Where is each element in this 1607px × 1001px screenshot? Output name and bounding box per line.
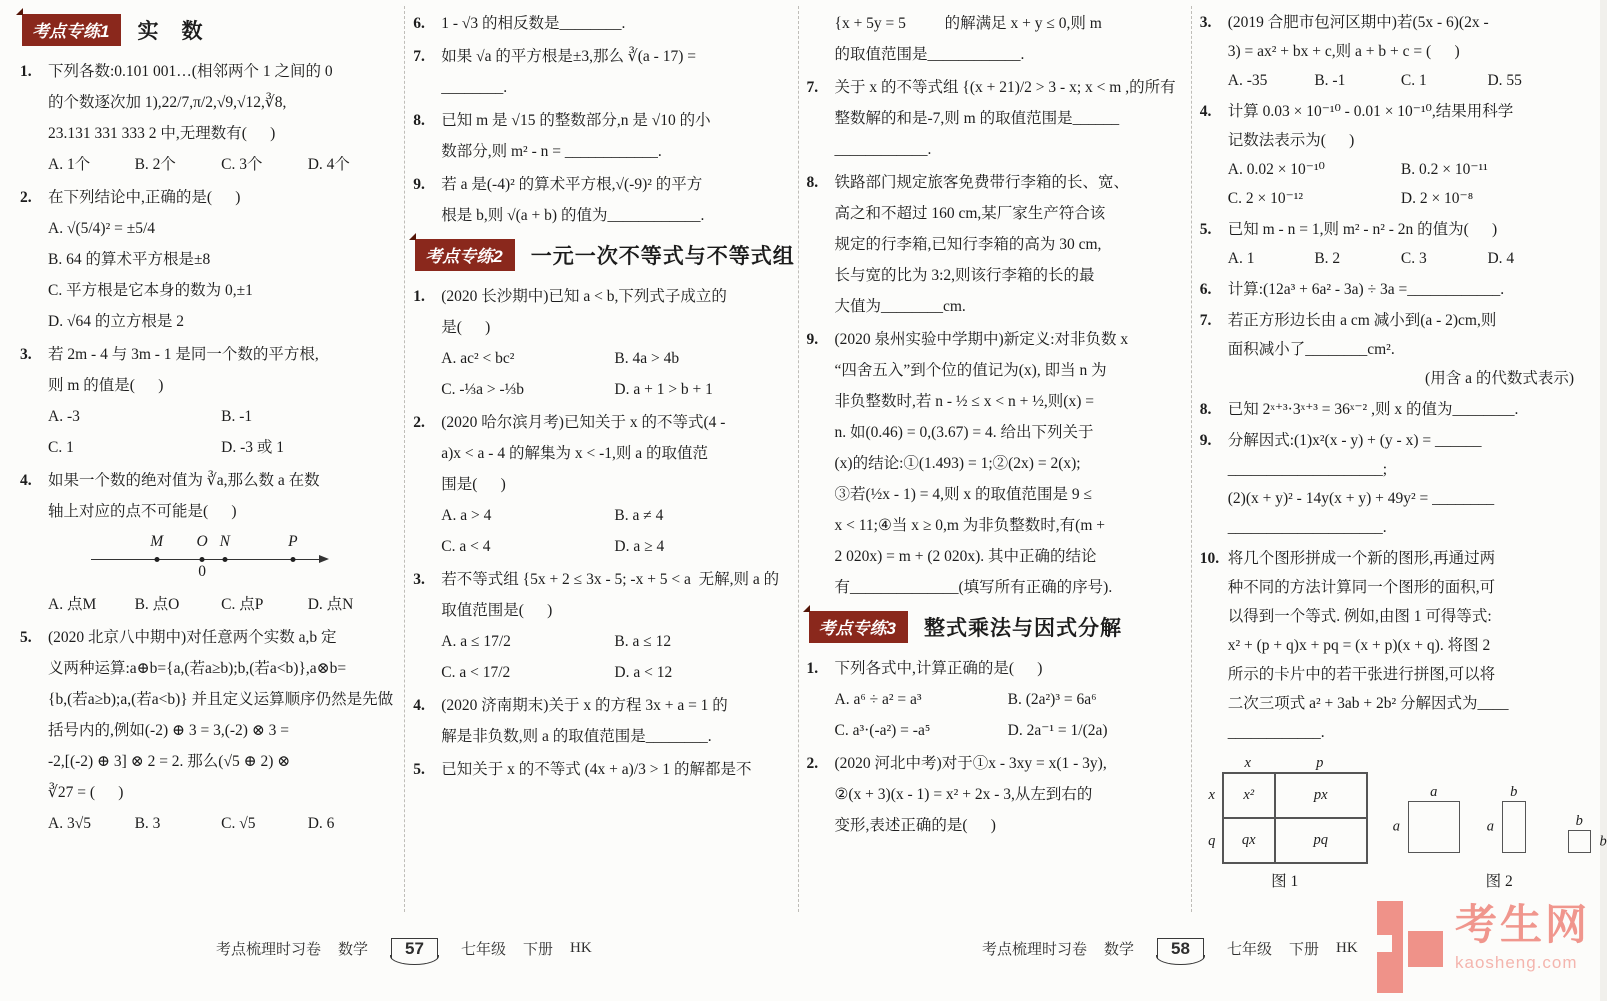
problem-line: (2020 哈尔滨月考)已知关于 x 的不等式(4 - xyxy=(441,414,726,431)
option-row xyxy=(441,531,787,562)
problem-line: (x)的结论:①(1.493) = 1;②(2x) = 2(x); xyxy=(834,455,1081,472)
problem xyxy=(1200,426,1574,542)
problem-number: 3. xyxy=(413,571,425,588)
problem xyxy=(413,105,787,167)
problem-line: 所示的卡片中的若干张进行拼图,可以将 xyxy=(1227,666,1496,683)
card-shape xyxy=(1568,812,1607,858)
section-title: 一元一次不等式与不等式组 xyxy=(530,245,795,268)
problem-line: 23.131 331 333 2 中,无理数有( ) xyxy=(48,125,276,142)
problem-number: 9. xyxy=(413,176,425,193)
problem-line: x < 11;④当 x ≥ 0,m 为非负整数时,有(m + xyxy=(834,517,1106,534)
problem-line: 有______________(填写所有正确的序号). xyxy=(834,579,1113,596)
option-row xyxy=(441,657,787,688)
option: B. 0.2 × 10⁻¹¹ xyxy=(1400,161,1488,178)
problem-line: 则 m 的值是( ) xyxy=(48,377,164,394)
problem-line: (2020 泉州实验中学期中)新定义:对非负数 x xyxy=(834,331,1129,348)
problem-line: 长与宽的比为 3:2,则该行李箱的长的最 xyxy=(834,267,1095,284)
problem-line: (2020 北京八中期中)对任意两个实数 a,b 定 xyxy=(48,629,337,646)
problem-number: 6. xyxy=(413,15,425,32)
problem-line: D. √64 的立方根是 2 xyxy=(48,313,184,330)
problem-line: 在下列结论中,正确的是( ) xyxy=(48,189,241,206)
watermark-text xyxy=(1455,901,1590,993)
figure2-shapes xyxy=(1392,783,1607,864)
figure1-grid xyxy=(1222,772,1368,864)
problem-line: 分解因式:(1)x²(x - y) + (y - x) = ______ xyxy=(1227,432,1482,449)
option: B. -1 xyxy=(1314,72,1346,89)
problem-line: B. 64 的算术平方根是±8 xyxy=(48,251,211,268)
problem xyxy=(20,465,394,527)
problem-line: 1 - √3 的相反数是________. xyxy=(441,15,626,32)
section-title: 整式乘法与因式分解 xyxy=(923,617,1122,640)
problem-line: 2 020x) = m + (2 020x). 其中正确的结论 xyxy=(834,548,1097,565)
option-row xyxy=(48,808,394,839)
figure1-cell: x² xyxy=(1223,773,1275,818)
option: B. -1 xyxy=(221,408,253,425)
option: D. 2a⁻¹ = 1/(2a) xyxy=(1007,722,1108,739)
problem-line: 已知 2ˣ⁺³·3ˣ⁺³ = 36ˣ⁻² ,则 x 的值为________. xyxy=(1227,401,1519,418)
problem xyxy=(1200,275,1574,304)
problem-line: 计算 0.03 × 10⁻¹⁰ - 0.01 × 10⁻¹⁰,结果用科学 xyxy=(1227,103,1514,120)
option-row xyxy=(48,589,394,620)
option: C. 3 xyxy=(1400,250,1427,267)
problem xyxy=(413,690,787,752)
problem-number: 7. xyxy=(806,79,819,96)
option: D. 点N xyxy=(307,596,354,613)
option: B. 点O xyxy=(134,596,180,613)
option: C. 1 xyxy=(48,439,74,456)
shape-box xyxy=(1502,801,1526,853)
problem-number: 4. xyxy=(20,472,32,489)
shape-box xyxy=(1408,801,1460,853)
problem-line: (2019 合肥市包河区期中)若(5x - 6)(2x - xyxy=(1227,14,1489,31)
option: D. 4 xyxy=(1487,250,1515,267)
problem xyxy=(413,41,787,103)
section-title: 实 数 xyxy=(137,20,204,43)
kaosheng-logo-icon xyxy=(1377,901,1443,993)
problem-line: (用含 a 的代数式表示) xyxy=(1425,370,1574,387)
shape-box-wrap xyxy=(1568,830,1607,853)
problem xyxy=(807,324,1181,603)
footer-edition: HK xyxy=(569,940,592,956)
option-row xyxy=(1228,155,1574,184)
section-badge: 考点专练3 xyxy=(809,611,908,643)
section-header xyxy=(809,611,1181,643)
option: C. a < 17/2 xyxy=(441,664,511,681)
problem-number: 5. xyxy=(413,761,425,778)
problem-line: 大值为________cm. xyxy=(834,298,966,315)
problem-line: 根是 b,则 √(a + b) 的值为____________. xyxy=(441,207,705,224)
option: A. 1个 xyxy=(48,156,91,173)
page-number-right: 58 xyxy=(1157,938,1204,959)
problem-number: 4. xyxy=(413,697,425,714)
option: C. a³·(-a²) = -a⁵ xyxy=(834,722,931,739)
figure1-cell: qx xyxy=(1223,818,1275,863)
problem-number: 6. xyxy=(1199,281,1212,298)
option-row xyxy=(441,500,787,531)
option: C. 3个 xyxy=(221,156,263,173)
page-number-left: 57 xyxy=(391,938,438,959)
problem-line: ________. xyxy=(441,79,508,96)
problem-line: (2020 河北中考)对于①x - 3xy = x(1 - 3y), xyxy=(834,755,1107,772)
problem-line: (2)(x + y)² - 14y(x + y) + 49y² = ________ xyxy=(1227,490,1495,507)
figure1-cell: pq xyxy=(1275,818,1367,863)
option-row xyxy=(1228,184,1574,213)
problem-line: 整数解的和是-7,则 m 的取值范围是______ xyxy=(834,110,1120,127)
option: A. a > 4 xyxy=(441,507,492,524)
problem xyxy=(807,748,1181,841)
problem-line: ____________________. xyxy=(1227,519,1387,536)
problem-line: 下列各式中,计算正确的是( ) xyxy=(834,660,1043,677)
option: A. a ≤ 17/2 xyxy=(441,633,511,650)
origin-label: 0 xyxy=(198,563,206,580)
section-badge: 考点专练1 xyxy=(22,14,121,46)
figure1-top-labels xyxy=(1222,755,1368,772)
option-row xyxy=(1228,244,1574,273)
watermark xyxy=(1377,901,1590,993)
shape-box-wrap xyxy=(1392,801,1460,853)
footer-volume: 下册 xyxy=(522,942,553,958)
watermark-domain: kaosheng.com xyxy=(1454,953,1578,972)
problem xyxy=(807,653,1181,746)
option-row xyxy=(48,432,394,463)
shape-top-label: b xyxy=(1575,813,1583,829)
figure1-top-label: x xyxy=(1244,755,1251,771)
option: D. a < 12 xyxy=(614,664,673,681)
option: A. 0.02 × 10⁻¹⁰ xyxy=(1227,161,1325,178)
problem-number: 1. xyxy=(20,63,32,80)
problem-number: 1. xyxy=(806,660,819,677)
footer-subject: 数学 xyxy=(1104,942,1135,958)
problem xyxy=(20,622,394,839)
problem-line: 二次三项式 a² + 3ab + 2b² 分解因式为____ xyxy=(1227,695,1509,712)
column-1 xyxy=(12,6,404,912)
problem-number: 5. xyxy=(1199,221,1212,238)
shape-side-label: a xyxy=(1392,818,1400,835)
figure1-top-label: p xyxy=(1316,755,1324,771)
problem-line: C. 平方根是它本身的数为 0,±1 xyxy=(48,282,253,299)
problem-line: x² + (p + q)x + pq = (x + p)(x + q). 将图 2 xyxy=(1227,637,1491,654)
problem-line: ②(x + 3)(x - 1) = x² + 2x - 3,从左到右的 xyxy=(834,786,1093,803)
problem-line: 非负整数时,若 n - ½ ≤ x < n + ½,则(x) = xyxy=(834,393,1094,410)
figure1-caption: 图 1 xyxy=(1271,873,1299,890)
footer-subject: 数学 xyxy=(338,942,369,958)
problem xyxy=(1200,97,1574,213)
option: A. a⁶ ÷ a² = a³ xyxy=(834,691,922,708)
figure1-left-label: x xyxy=(1208,786,1215,803)
point-dot xyxy=(200,557,205,562)
problem-line: 括号内的,例如(-2) ⊕ 3 = 3,(-2) ⊗ 3 = xyxy=(48,722,290,739)
figure-2 xyxy=(1392,783,1607,891)
option: D. -3 或 1 xyxy=(221,439,284,456)
figure1-cell: px xyxy=(1275,773,1367,818)
problem xyxy=(1200,395,1574,424)
problem-line: 轴上对应的点不可能是( ) xyxy=(48,503,237,520)
footer-volume: 下册 xyxy=(1288,942,1319,958)
figure-1 xyxy=(1202,755,1368,891)
option: C. 2 × 10⁻¹² xyxy=(1227,190,1304,207)
option-row xyxy=(48,149,394,180)
option: C. a < 4 xyxy=(441,538,491,555)
problem-number: 2. xyxy=(20,189,32,206)
number-line xyxy=(81,529,333,585)
problem-line: 面积减小了________cm². xyxy=(1227,341,1395,358)
option-row xyxy=(441,374,787,405)
footer-left xyxy=(216,938,592,959)
shape-top-label: b xyxy=(1510,784,1518,800)
problem-line: 关于 x 的不等式组 {(x + 21)/2 > 3 - x; x < m ,的所有 xyxy=(834,79,1176,96)
problem-line: 取值范围是( ) xyxy=(441,602,553,619)
shape-box-wrap xyxy=(1486,801,1526,853)
problem-number: 8. xyxy=(806,174,819,191)
problem-line: ____________. xyxy=(834,141,932,158)
problem xyxy=(413,281,787,405)
problem-line: 如果 √a 的平方根是±3,那么 ∛(a - 17) = xyxy=(441,48,697,65)
option: A. -3 xyxy=(48,408,80,425)
point-label: P xyxy=(288,533,298,550)
problem-line: 3) = ax² + bx + c,则 a + b + c = ( ) xyxy=(1227,43,1460,60)
problem-line: 解是非负数,则 a 的取值范围是________. xyxy=(441,728,712,745)
option: C. √5 xyxy=(221,815,256,832)
option-row xyxy=(835,684,1181,715)
section-header xyxy=(22,14,394,46)
option: A. 3√5 xyxy=(48,815,91,832)
problem xyxy=(20,182,394,337)
problem xyxy=(413,169,787,231)
column-2 xyxy=(404,6,797,912)
problem-number: 7. xyxy=(1199,312,1212,329)
problem-number: 3. xyxy=(20,346,32,363)
problem-number: 8. xyxy=(1199,401,1212,418)
problem-line: 铁路部门规定旅客免费带行李箱的长、宽、 xyxy=(834,174,1130,191)
problem xyxy=(1200,306,1574,393)
footer-edition: HK xyxy=(1335,940,1358,956)
problem-line: 下列各数:0.101 001…(相邻两个 1 之间的 0 xyxy=(48,63,333,80)
point-label: M xyxy=(150,533,164,550)
option-row xyxy=(48,401,394,432)
problem-line: ____________. xyxy=(1227,724,1325,741)
option: D. 55 xyxy=(1487,72,1522,89)
problem-line: 的取值范围是____________. xyxy=(834,46,1025,63)
option: B. a ≠ 4 xyxy=(614,507,664,524)
problem-line: 规定的行李箱,已知行李箱的高为 30 cm, xyxy=(834,236,1102,253)
option-row xyxy=(1228,66,1574,95)
section-badge: 考点专练2 xyxy=(415,239,514,271)
problem-line: 种不同的方法计算同一个图形的面积,可 xyxy=(1227,579,1496,596)
problem xyxy=(413,754,787,785)
figure1-left-labels xyxy=(1202,772,1222,864)
problem-line: (2020 长沙期中)已知 a < b,下列式子成立的 xyxy=(441,288,727,305)
option: C. -⅓a > -⅓b xyxy=(441,381,525,398)
problem-line: 若正方形边长由 a cm 减小到(a - 2)cm,则 xyxy=(1227,312,1497,329)
footer-grade: 七年级 xyxy=(460,942,506,958)
option: B. a ≤ 12 xyxy=(614,633,672,650)
problem-line: 如果一个数的绝对值为 ∛a,那么数 a 在数 xyxy=(48,472,320,489)
problem-line: 的个数逐次加 1),22/7,π/2,√9,√12,∛8, xyxy=(48,94,287,111)
section-header xyxy=(415,239,795,271)
option: D. 2 × 10⁻⁸ xyxy=(1400,190,1474,207)
problem-line: 将几个图形拼成一个新的图形,再通过两 xyxy=(1227,550,1496,567)
card-shape xyxy=(1486,783,1526,858)
option: A. 1 xyxy=(1227,250,1255,267)
problem-line: 数部分,则 m² - n = ____________. xyxy=(441,143,662,160)
problem xyxy=(20,589,394,620)
problem-line: 计算:(12a³ + 6a² - 3a) ÷ 3a =____________. xyxy=(1227,281,1505,298)
option: A. ac² < bc² xyxy=(441,350,515,367)
problem-line: {x + 5y = 5 的解满足 x + y ≤ 0,则 m xyxy=(834,15,1102,32)
problem-line: A. √(5/4)² = ±5/4 xyxy=(48,220,156,237)
problem xyxy=(20,339,394,463)
problem-line: {b,(若a≥b);a,(若a<b)} 并且定义运算顺序仍然是先做 xyxy=(48,691,394,708)
figure1-left-label: q xyxy=(1208,832,1216,849)
option: A. -35 xyxy=(1227,72,1268,89)
option-row xyxy=(835,715,1181,746)
point-dot xyxy=(222,557,227,562)
footer-series: 考点梳理时习卷 xyxy=(982,942,1088,958)
figure1-main xyxy=(1202,772,1368,864)
option-row xyxy=(441,343,787,374)
column-3 xyxy=(798,6,1191,912)
footer-series: 考点梳理时习卷 xyxy=(216,942,322,958)
problem-number: 1. xyxy=(413,288,425,305)
figure2-caption: 图 2 xyxy=(1485,873,1513,890)
problem-line: 若 2m - 4 与 3m - 1 是同一个数的平方根, xyxy=(48,346,319,363)
logo-block-right xyxy=(1408,931,1443,967)
option: B. 3 xyxy=(134,815,161,832)
point-dot xyxy=(154,557,159,562)
point-label: O xyxy=(196,533,208,550)
problem xyxy=(1200,215,1574,273)
problem-line: n. 如(0.46) = 0,(3.67) = 4. 给出下列关于 xyxy=(834,424,1094,441)
problem-line: 已知 m 是 √15 的整数部分,n 是 √10 的小 xyxy=(441,112,711,129)
problem-line: 变形,表述正确的是( ) xyxy=(834,817,996,834)
problem xyxy=(413,407,787,562)
column-4 xyxy=(1191,6,1607,912)
problem-line: 义两种运算:a⊕b={a,(若a≥b);b,(若a<b)},a⊗b= xyxy=(48,660,347,677)
problem-line: 若 a 是(-4)² 的算术平方根,√(-9)² 的平方 xyxy=(441,176,703,193)
problem-line: 记数法表示为( ) xyxy=(1227,132,1355,149)
point-dot xyxy=(290,557,295,562)
problem xyxy=(1200,544,1574,747)
problem-line: a)x < a - 4 的解集为 x < -1,则 a 的取值范 xyxy=(441,445,708,462)
logo-block-left xyxy=(1377,901,1403,993)
problem-number: 10. xyxy=(1199,550,1220,567)
problem-number: 9. xyxy=(806,331,819,348)
problem-line: 已知关于 x 的不等式 (4x + a)/3 > 1 的解都是不 xyxy=(441,761,752,778)
problem-number: 9. xyxy=(1199,432,1212,449)
footer-grade: 七年级 xyxy=(1226,942,1272,958)
option: B. (2a²)³ = 6a⁶ xyxy=(1007,691,1097,708)
problem-line: “四舍五入”到个位的值记为(x), 即当 n 为 xyxy=(834,362,1107,379)
option: B. 4a > 4b xyxy=(614,350,680,367)
option: C. 1 xyxy=(1400,72,1427,89)
problem-line: 若不等式组 {5x + 2 ≤ 3x - 5; -x + 5 < a 无解,则 a 的 xyxy=(441,571,780,588)
shape-top-label: a xyxy=(1430,784,1438,800)
problem xyxy=(807,8,1181,70)
option: D. a + 1 > b + 1 xyxy=(614,381,713,398)
problem xyxy=(1200,8,1574,95)
problem xyxy=(807,167,1181,322)
problem-number: 7. xyxy=(413,48,425,65)
option: D. 6 xyxy=(307,815,335,832)
problem-number: 3. xyxy=(1199,14,1212,31)
footer-right xyxy=(982,938,1358,959)
option: D. a ≥ 4 xyxy=(614,538,665,555)
problem-number: 2. xyxy=(413,414,425,431)
problem-line: 高之和不超过 160 cm,某厂家生产符合该 xyxy=(834,205,1106,222)
option-row xyxy=(441,626,787,657)
point-label: N xyxy=(219,533,230,550)
problem-line: 是( ) xyxy=(441,319,491,336)
problem-line: ____________________; xyxy=(1227,461,1388,478)
shape-box xyxy=(1568,830,1591,853)
option: D. 4个 xyxy=(307,156,350,173)
option: C. 点P xyxy=(221,596,264,613)
problem-number: 2. xyxy=(806,755,819,772)
problem-number: 4. xyxy=(1199,103,1212,120)
problem xyxy=(807,72,1181,165)
number-line-axis xyxy=(91,559,319,560)
problem-number: 8. xyxy=(413,112,425,129)
figures xyxy=(1200,749,1607,891)
problem-line: 以得到一个等式. 例如,由图 1 可得等式: xyxy=(1227,608,1492,625)
shape-side-label: a xyxy=(1486,818,1494,835)
problem xyxy=(413,8,787,39)
problem-line: (2020 济南期末)关于 x 的方程 3x + a = 1 的 xyxy=(441,697,728,714)
watermark-name: 考生网 xyxy=(1454,901,1590,948)
problem-line: ③若(½x - 1) = 4,则 x 的取值范围是 9 ≤ xyxy=(834,486,1092,503)
problem xyxy=(20,56,394,180)
shape-side-label: b xyxy=(1599,833,1607,849)
option: B. 2个 xyxy=(134,156,176,173)
card-shape xyxy=(1392,783,1460,858)
problem-line: -2,[(-2) ⊕ 3] ⊗ 2 = 2. 那么(√5 ⊕ 2) ⊗ xyxy=(48,753,291,770)
problem-number: 5. xyxy=(20,629,32,646)
problem xyxy=(413,564,787,688)
problem-line: ∛27 = ( ) xyxy=(48,784,124,801)
option: A. 点M xyxy=(48,596,97,613)
problem-line: 已知 m - n = 1,则 m² - n² - 2n 的值为( ) xyxy=(1227,221,1498,238)
problem-line: 围是( ) xyxy=(441,476,506,493)
option: B. 2 xyxy=(1314,250,1341,267)
